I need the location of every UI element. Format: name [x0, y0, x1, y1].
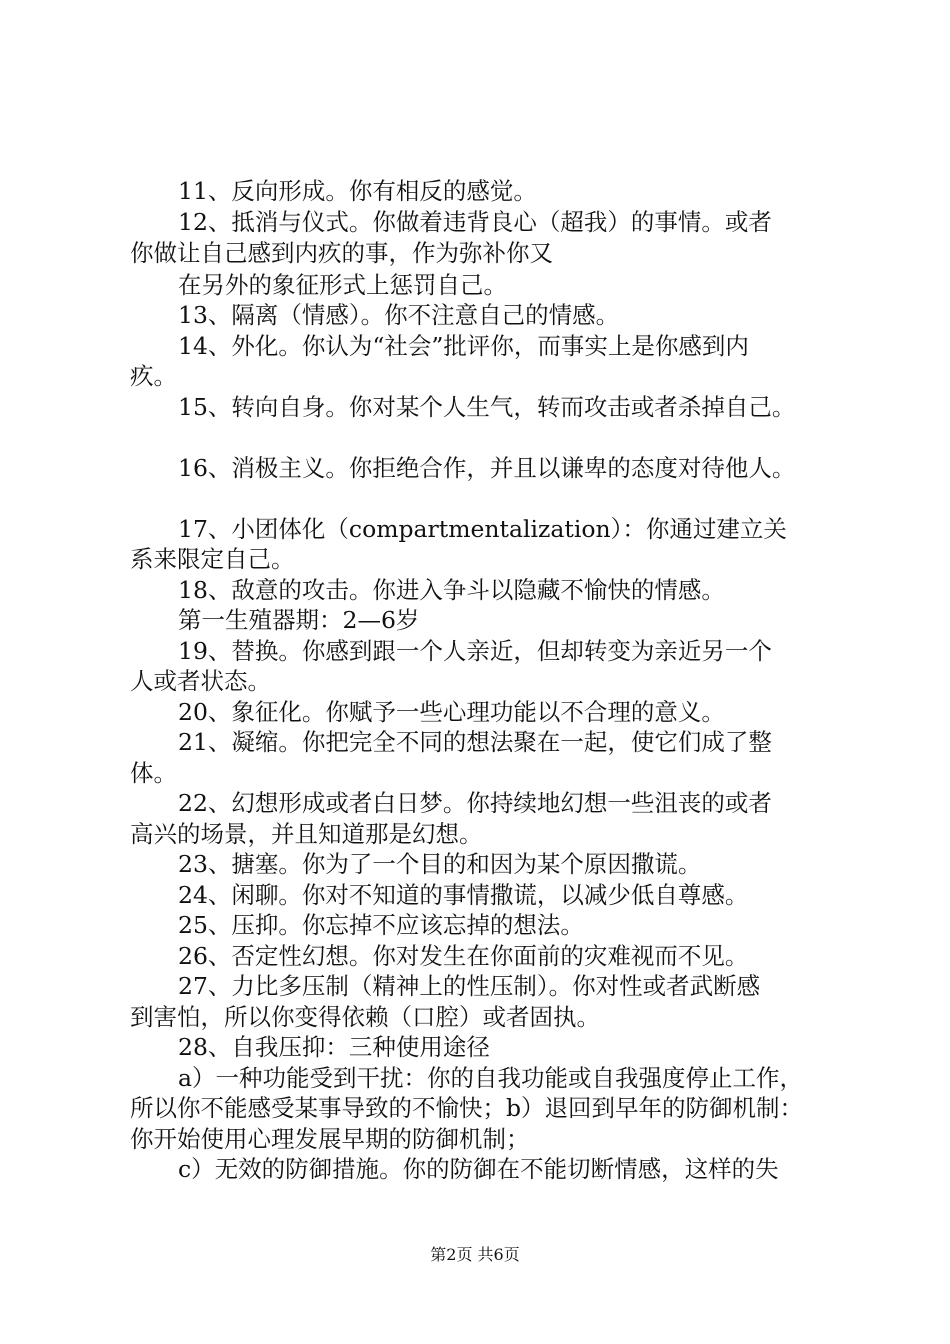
text-line: 14、外化。你认为“社会”批评你，而事实上是你感到内 — [178, 332, 749, 360]
text-line: 20、象征化。你赋予一些心理功能以不合理的意义。 — [178, 698, 725, 726]
text-line: 12、抵消与仪式。你做着违背良心（超我）的事情。或者 — [178, 208, 772, 236]
text-line: 到害怕，所以你变得依赖（口腔）或者固执。 — [130, 1003, 600, 1031]
text-line: 11、反向形成。你有相反的感觉。 — [178, 177, 537, 205]
text-line: 13、隔离（情感）。你不注意自己的情感。 — [178, 301, 620, 329]
text-line: 16、消极主义。你拒绝合作，并且以谦卑的态度对待他人。 — [178, 454, 796, 482]
text-line: 19、替换。你感到跟一个人亲近，但却转变为亲近另一个 — [178, 637, 772, 665]
text-line: 在另外的象征形式上惩罚自己。 — [178, 271, 507, 299]
page-number: 第2页 共6页 — [430, 1245, 520, 1264]
text-line: 你做让自己感到内疚的事，作为弥补你又 — [130, 239, 553, 267]
text-line: 28、自我压抑：三种使用途径 — [178, 1033, 490, 1061]
text-line: 26、否定性幻想。你对发生在你面前的灾难视而不见。 — [178, 942, 749, 970]
text-line: 18、敌意的攻击。你进入争斗以隐藏不愉快的情感。 — [178, 576, 725, 604]
text-line: 27、力比多压制（精神上的性压制）。你对性或者武断感 — [178, 972, 761, 1000]
text-line: 系来限定自己。 — [130, 545, 295, 573]
text-line: 你开始使用心理发展早期的防御机制； — [130, 1125, 530, 1153]
text-line: 15、转向自身。你对某个人生气，转而攻击或者杀掉自己。 — [178, 393, 796, 421]
text-line: 所以你不能感受某事导致的不愉快；b）退回到早年的防御机制： — [130, 1094, 804, 1122]
text-line: 高兴的场景，并且知道那是幻想。 — [130, 820, 483, 848]
text-line: 24、闲聊。你对不知道的事情撒谎，以减少低自尊感。 — [178, 881, 749, 909]
text-line: a）一种功能受到干扰：你的自我功能或自我强度停止工作， — [178, 1064, 804, 1092]
text-line: 人或者状态。 — [130, 667, 271, 695]
text-line: 25、压抑。你忘掉不应该忘掉的想法。 — [178, 911, 584, 939]
section-heading: 第一生殖器期：2—6岁 — [178, 606, 420, 634]
text-line: 疚。 — [130, 362, 177, 390]
text-line: 体。 — [130, 759, 177, 787]
text-line: 17、小团体化（compartmentalization）：你通过建立关 — [178, 515, 787, 543]
text-line: 22、幻想形成或者白日梦。你持续地幻想一些沮丧的或者 — [178, 789, 772, 817]
text-line: 21、凝缩。你把完全不同的想法聚在一起，使它们成了整 — [178, 728, 772, 756]
text-line: 23、搪塞。你为了一个目的和因为某个原因撒谎。 — [178, 850, 702, 878]
text-line: c）无效的防御措施。你的防御在不能切断情感，这样的失 — [178, 1155, 779, 1183]
